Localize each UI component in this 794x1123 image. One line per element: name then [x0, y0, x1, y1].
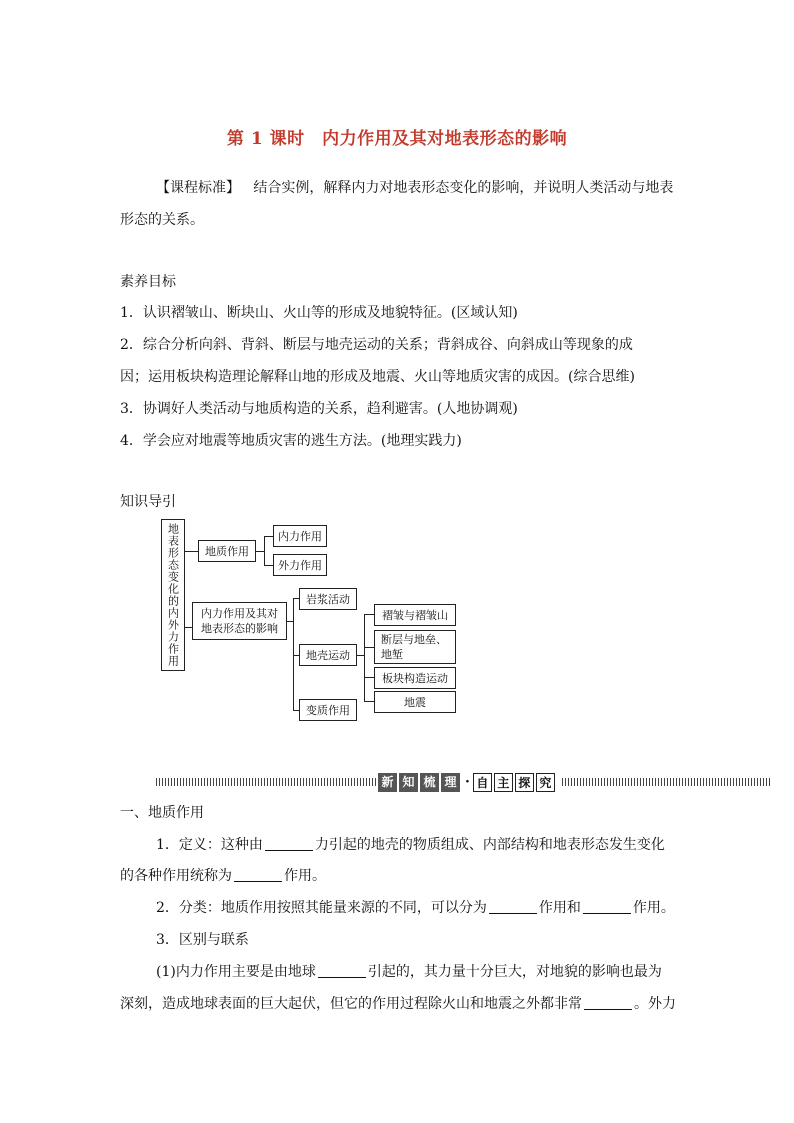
connector-line	[357, 655, 364, 656]
paragraph-line1	[156, 962, 662, 982]
banner-char: 梳	[420, 773, 439, 792]
fill-blank[interactable]	[584, 995, 632, 1010]
banner-rule-left	[156, 778, 376, 786]
course-standard-text: 结合实例，解释内力对地表形态变化的影响，并说明人类活动与地表	[253, 180, 674, 196]
text-run: 引起的，其力量十分巨大，对地貌的影响也最为	[367, 964, 662, 980]
banner-char: 理	[441, 773, 460, 792]
connector-line	[364, 614, 365, 702]
course-standard-line1	[156, 178, 673, 198]
connector-line	[364, 614, 374, 615]
goal-item: 3．协调好人类活动与地质构造的关系，趋利避害。(人地协调观)	[120, 401, 518, 417]
diagram-fault-box: 断层与地垒、地堑	[374, 630, 456, 664]
goal-item: 1．认识褶皱山、断块山、火山等的形成及地貌特征。(区域认知)	[120, 305, 518, 321]
fill-blank[interactable]	[583, 899, 631, 914]
fill-blank[interactable]	[234, 867, 282, 882]
goal-item: 4．学会应对地震等地质灾害的逃生方法。(地理实践力)	[120, 433, 462, 449]
goal-item: 2．综合分析向斜、背斜、断层与地壳运动的关系；背斜成谷、向斜成山等现象的成	[120, 337, 633, 353]
connector-line	[364, 647, 374, 648]
banner-char: 知	[399, 773, 418, 792]
guide-heading: 知识导引	[120, 494, 176, 510]
text-run: 。外力	[634, 996, 676, 1012]
diagram-geo-box: 地质作用	[198, 540, 256, 562]
definition-line2	[120, 866, 326, 886]
connector-line	[256, 551, 264, 552]
text-run: 力引起的地壳的物质组成、内部结构和地表形态发生变化	[314, 837, 665, 853]
text-run: 作用。	[284, 868, 326, 884]
text-run: 作用和	[538, 900, 581, 916]
diagram-quake-box: 地震	[374, 691, 456, 713]
connector-line	[293, 598, 294, 710]
banner-char: 自	[473, 773, 492, 792]
banner-separator: ·	[465, 774, 470, 790]
fill-blank[interactable]	[489, 899, 537, 914]
connector-line	[264, 536, 265, 566]
classification-line	[156, 898, 675, 918]
section-banner	[378, 772, 557, 792]
definition-line1	[156, 835, 665, 855]
banner-char: 主	[494, 773, 513, 792]
diagram-fold-box: 褶皱与褶皱山	[374, 604, 456, 626]
text-run: 的各种作用统称为	[120, 868, 232, 884]
course-standard-line2: 形态的关系。	[120, 212, 204, 228]
connector-line	[264, 536, 273, 537]
text-run: 2．分类：地质作用按照其能量来源的不同，可以分为	[156, 900, 487, 916]
diagram-outer-box: 外力作用	[273, 554, 327, 576]
difference-heading: 3．区别与联系	[156, 932, 249, 948]
diagram-influence-box: 内力作用及其对地表形态的影响	[192, 602, 287, 640]
goals-heading: 素养目标	[120, 274, 176, 290]
text-run: 1．定义：这种由	[156, 837, 263, 853]
text-run: (1)内力作用主要是由地球	[156, 964, 316, 980]
diagram-magma-box: 岩浆活动	[299, 588, 357, 610]
fill-blank[interactable]	[265, 836, 313, 851]
text-run: 作用。	[632, 900, 675, 916]
connector-line	[364, 677, 374, 678]
connector-line	[185, 627, 192, 628]
connector-line	[364, 701, 374, 702]
page-title: 第 1 课时 内力作用及其对地表形态的影响	[226, 129, 568, 149]
connector-line	[185, 551, 198, 552]
course-standard-label: 【课程标准】	[156, 180, 240, 196]
banner-rule-right	[562, 778, 772, 786]
banner-char: 新	[378, 773, 397, 792]
diagram-crust-box: 地壳运动	[299, 644, 357, 666]
diagram-plate-box: 板块构造运动	[374, 667, 456, 689]
text-run: 深刻，造成地球表面的巨大起伏，但它的作用过程除火山和地震之外都非常	[120, 996, 582, 1012]
diagram-inner-box: 内力作用	[273, 525, 327, 547]
banner-char: 究	[536, 773, 555, 792]
section-heading: 一、地质作用	[120, 805, 204, 821]
diagram-meta-box: 变质作用	[299, 699, 357, 721]
diagram-root-box: 地表形态变化的内外力作用	[161, 519, 185, 671]
paragraph-line2	[120, 994, 676, 1014]
connector-line	[264, 565, 273, 566]
goal-item: 因；运用板块构造理论解释山地的形成及地震、火山等地质灾害的成因。(综合思维)	[120, 369, 635, 385]
fill-blank[interactable]	[318, 963, 366, 978]
banner-char: 探	[515, 773, 534, 792]
